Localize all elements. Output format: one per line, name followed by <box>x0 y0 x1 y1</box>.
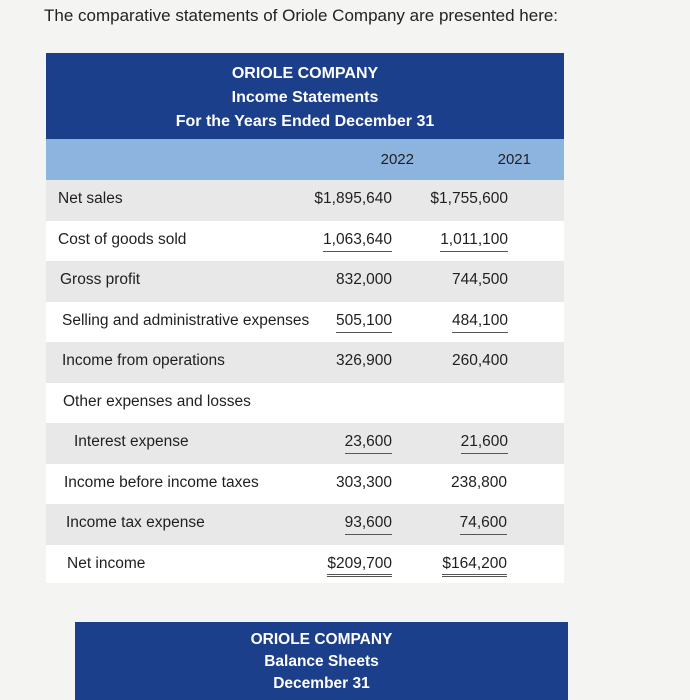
value-2022: 303,300 <box>335 473 392 491</box>
value-2021: 484,100 <box>408 312 508 330</box>
value-2022: $209,700 <box>292 555 392 573</box>
table-row <box>46 180 564 221</box>
value-2022: 832,000 <box>335 271 392 288</box>
table-row <box>46 342 564 383</box>
income-statement-rows <box>46 180 564 585</box>
value-2022: 505,100 <box>292 312 392 330</box>
table-row <box>46 464 564 505</box>
row-label: Selling and administrative expenses <box>62 311 310 329</box>
income-statement <box>46 53 564 583</box>
table-row <box>46 504 564 545</box>
value-2022: 326,900 <box>335 352 392 369</box>
balance-sheet-header <box>75 622 568 700</box>
value-2021: 1,011,100 <box>408 231 508 249</box>
balance-sheet-date: December 31 <box>273 675 370 692</box>
value-2021: 260,400 <box>451 352 508 369</box>
row-label: Net sales <box>58 190 123 207</box>
row-label: Income tax expense <box>66 514 205 531</box>
value-2022: 1,063,640 <box>292 231 392 249</box>
company-name: ORIOLE COMPANY <box>231 65 379 82</box>
year-header-row <box>46 139 564 180</box>
value-2021: $164,200 <box>407 555 507 573</box>
value-2021: 744,500 <box>451 271 508 288</box>
table-row <box>46 261 564 302</box>
table-row <box>46 423 564 464</box>
value-2022: $1,895,640 <box>314 190 392 207</box>
row-label: Gross profit <box>60 271 141 288</box>
row-label: Net income <box>67 554 146 572</box>
row-label: Income from operations <box>62 352 225 369</box>
year-2022-header: 2022 <box>380 151 414 168</box>
value-2021: 74,600 <box>407 514 507 532</box>
intro-text: The comparative statements of Oriole Company are presented here: <box>44 6 559 25</box>
value-2021: 238,800 <box>450 473 507 491</box>
table-row <box>46 383 564 424</box>
row-label: Cost of goods sold <box>58 230 187 248</box>
value-2021: $1,755,600 <box>430 190 508 207</box>
statement-period: For the Years Ended December 31 <box>175 113 435 130</box>
balance-company-name: ORIOLE COMPANY <box>250 631 393 648</box>
value-2021: 21,600 <box>408 433 508 451</box>
table-row <box>46 221 564 262</box>
year-2021-header: 2021 <box>497 151 531 168</box>
statement-title: Income Statements <box>231 89 379 106</box>
income-statement-header <box>46 53 564 139</box>
balance-sheet-title: Balance Sheets <box>264 653 379 670</box>
row-label: Income before income taxes <box>64 473 259 491</box>
row-label: Other expenses and losses <box>63 392 251 410</box>
value-2022: 23,600 <box>292 433 392 451</box>
value-2022: 93,600 <box>292 514 392 532</box>
table-row <box>46 302 564 343</box>
table-row <box>46 545 564 586</box>
row-label: Interest expense <box>74 433 189 450</box>
balance-sheet <box>75 622 568 700</box>
